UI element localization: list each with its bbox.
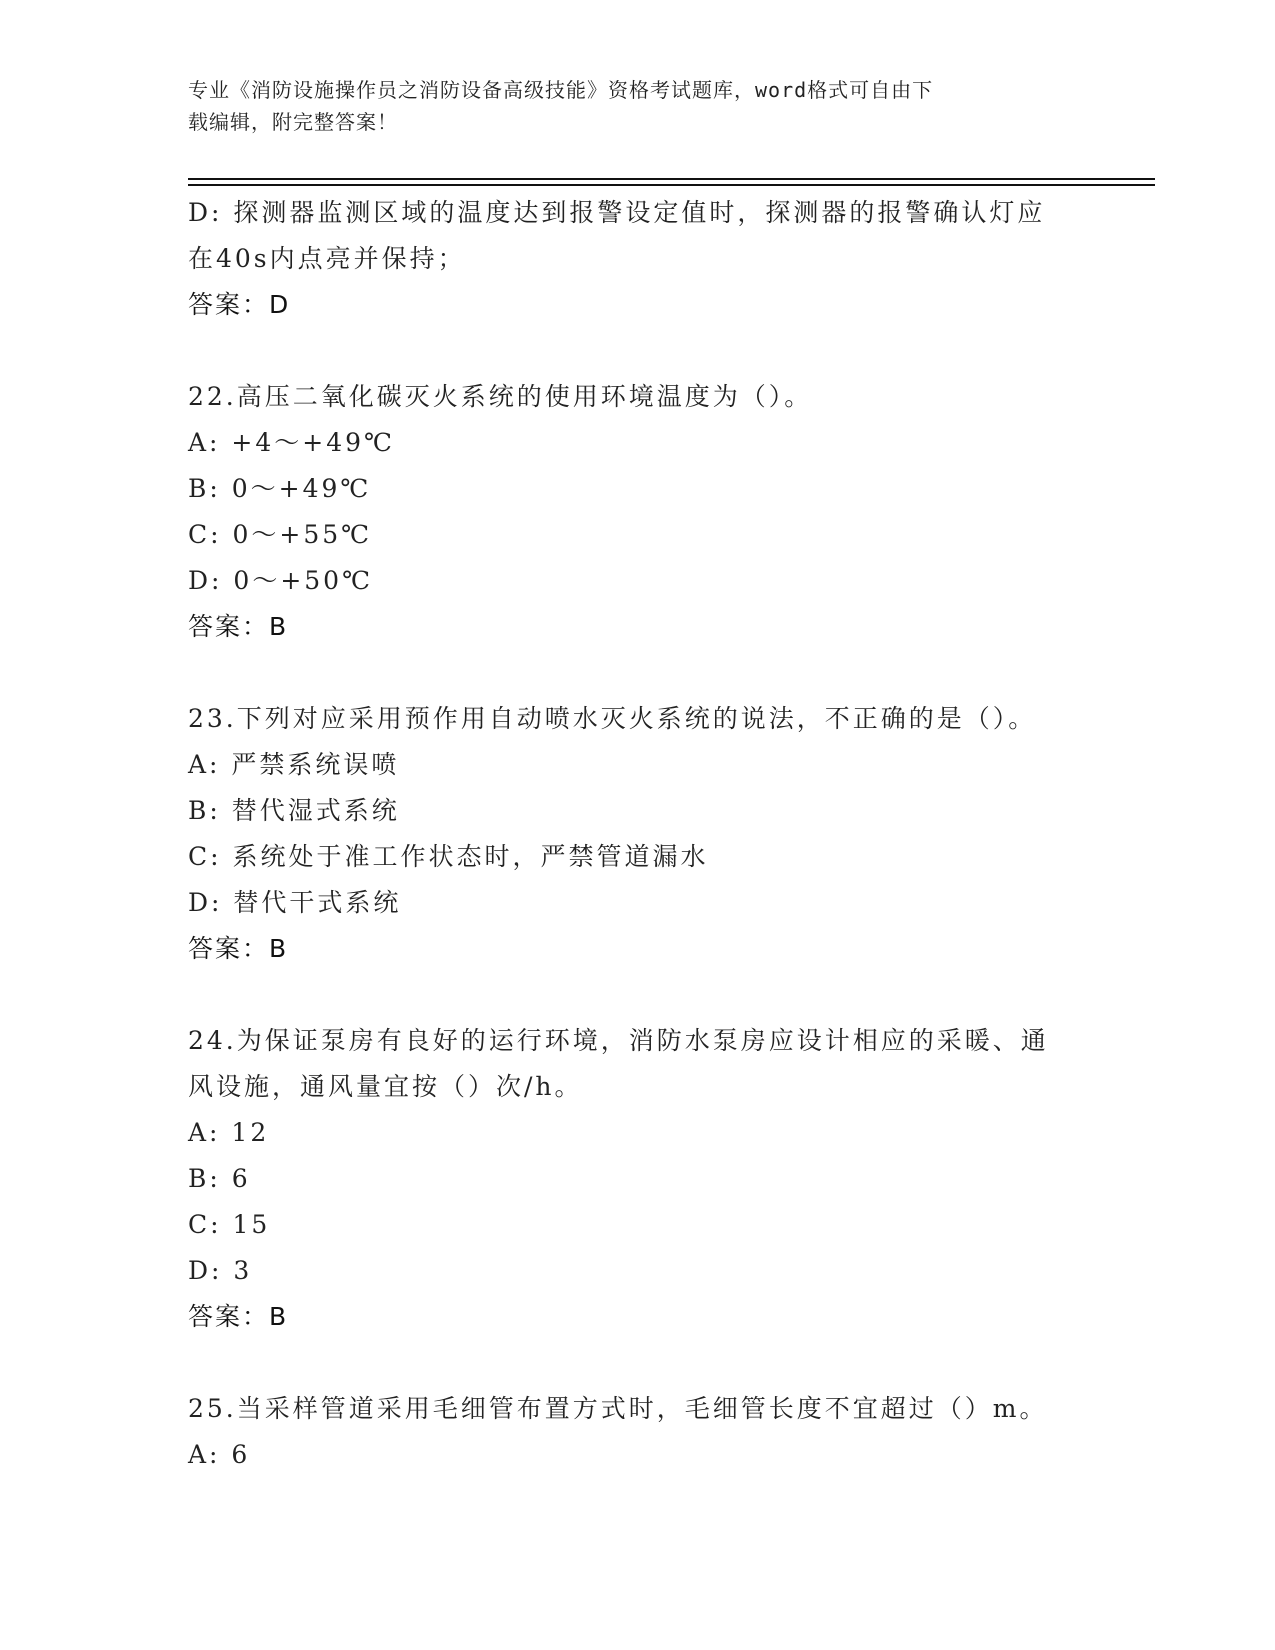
question-stem: 22.高压二氧化碳灭火系统的使用环境温度为（）。: [188, 382, 813, 411]
document-header: [188, 74, 1068, 138]
answer-line: 答案：B: [188, 934, 289, 963]
option-d: D: 0～+50℃: [188, 566, 374, 595]
answer-line: 答案：B: [188, 612, 289, 641]
option-c: C: 0～+55℃: [188, 520, 373, 549]
header-divider-top: [188, 178, 1155, 180]
question-stem: 25.当采样管道采用毛细管布置方式时，毛细管长度不宜超过（）m。: [188, 1394, 1048, 1423]
question-block-25: [188, 1386, 1088, 1478]
spacer: [188, 1340, 1088, 1386]
option-d: D: 替代干式系统: [188, 888, 402, 917]
header-line-2: 载编辑，附完整答案！: [188, 110, 398, 134]
option-c: C: 15: [188, 1210, 271, 1239]
option-c: C: 系统处于准工作状态时，严禁管道漏水: [188, 842, 709, 871]
question-list: [188, 190, 1088, 1478]
option-d: D: 探测器监测区域的温度达到报警设定值时，探测器的报警确认灯应: [188, 198, 1046, 227]
spacer: [188, 972, 1088, 1018]
option-d: D: 3: [188, 1256, 253, 1285]
option-a: A: 严禁系统误喷: [188, 750, 400, 779]
option-b: B: 0～+49℃: [188, 474, 372, 503]
answer-line: 答案：B: [188, 1302, 289, 1331]
option-a: A: 12: [188, 1118, 270, 1147]
option-b: B: 替代湿式系统: [188, 796, 400, 825]
question-stem: 24.为保证泵房有良好的运行环境，消防水泵房应设计相应的采暖、通: [188, 1026, 1049, 1055]
question-block-21-tail: [188, 190, 1088, 328]
question-block-22: [188, 374, 1088, 650]
option-a: A: 6: [188, 1440, 251, 1469]
header-line-1: 专业《消防设施操作员之消防设备高级技能》资格考试题库，word格式可自由下: [188, 78, 934, 102]
question-block-23: [188, 696, 1088, 972]
header-divider-bottom: [188, 184, 1155, 186]
question-block-24: [188, 1018, 1088, 1340]
option-a: A: +4～+49℃: [188, 428, 396, 457]
option-d-continued: 在40s内点亮并保持；: [188, 244, 466, 273]
question-stem-continued: 风设施，通风量宜按（）次/h。: [188, 1072, 583, 1101]
answer-line: 答案：D: [188, 290, 291, 319]
spacer: [188, 328, 1088, 374]
spacer: [188, 650, 1088, 696]
question-stem: 23.下列对应采用预作用自动喷水灭火系统的说法，不正确的是（）。: [188, 704, 1037, 733]
option-b: B: 6: [188, 1164, 251, 1193]
